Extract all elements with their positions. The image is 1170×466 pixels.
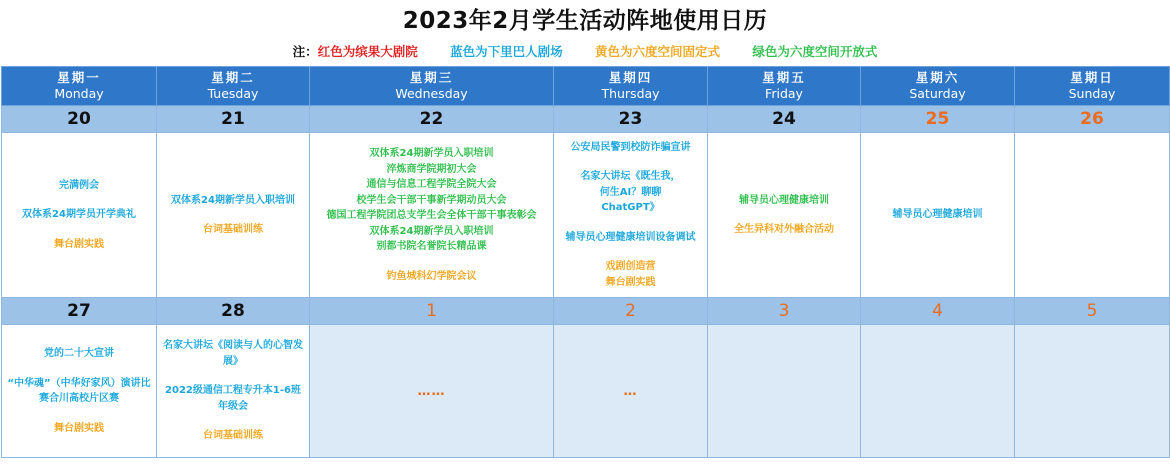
event: 戏剧创造营 xyxy=(605,261,656,273)
legend-note: 注： xyxy=(292,44,318,59)
weekday-header-row xyxy=(2,67,1170,106)
event: 公安局民警到校防诈骗宣讲 xyxy=(570,141,691,153)
weekday-header: 星期六 Saturday xyxy=(861,67,1015,106)
event: 校学生会干部干事新学期动员大会 xyxy=(356,194,507,206)
weekday-header: 星期一 Monday xyxy=(2,67,157,106)
event: 台词基础训练 xyxy=(203,430,263,442)
weekday-header: 星期四 Thursday xyxy=(554,67,708,106)
day-cell xyxy=(554,325,708,458)
date-cell-next-month: 5 xyxy=(1015,298,1170,325)
event: 舞台剧实践 xyxy=(54,238,104,250)
event: 辅导员心理健康培训 xyxy=(892,209,983,221)
date-cell-weekend: 25 xyxy=(861,106,1015,133)
event: 完满例会 xyxy=(59,179,99,191)
day-cell xyxy=(1015,133,1170,298)
page-title: 2023年2月学生活动阵地使用日历 xyxy=(402,8,768,34)
ellipsis: … xyxy=(623,383,638,399)
event: 党的二十大宣讲 xyxy=(44,348,114,359)
event: 双体系24期新学员入职培训 xyxy=(369,148,494,159)
day-cell xyxy=(310,325,554,458)
day-cell xyxy=(708,133,861,298)
weekday-header: 星期二 Tuesday xyxy=(157,67,310,106)
date-row xyxy=(2,106,1170,133)
day-cell xyxy=(2,133,157,298)
event: 双体系24期新学员入职培训 xyxy=(171,194,295,206)
event: 双体系24期新学员入职培训 xyxy=(369,225,494,237)
day-cell xyxy=(157,325,310,458)
date-cell: 24 xyxy=(708,106,861,133)
event: 舞台剧实践 xyxy=(605,276,656,288)
event: 全生异科对外融合活动 xyxy=(734,224,834,235)
day-cell xyxy=(861,133,1015,298)
date-cell: 28 xyxy=(157,298,310,325)
event: “中华魂”（中华好家风）演讲比赛合川高校片区赛 xyxy=(7,377,151,404)
weekday-header: 星期五 Friday xyxy=(708,67,861,106)
events-row xyxy=(2,325,1170,458)
weekday-header: 星期日 Sunday xyxy=(1015,67,1170,106)
event: 钓鱼城科幻学院会议 xyxy=(386,270,477,282)
date-cell: 23 xyxy=(554,106,708,133)
event: 辅导员心理健康培训设备调试 xyxy=(565,231,696,243)
day-cell xyxy=(1015,325,1170,458)
date-row xyxy=(2,298,1170,325)
legend-red: 红色为缤果大剧院 xyxy=(317,44,418,59)
day-cell xyxy=(708,325,861,458)
ellipsis: …… xyxy=(417,383,446,399)
day-cell xyxy=(2,325,157,458)
date-cell-next-month: 4 xyxy=(861,298,1015,325)
legend-green: 绿色为六度空间开放式 xyxy=(752,44,878,59)
day-cell xyxy=(554,133,708,298)
event: 名家大讲坛《既生我，何生AI？聊聊ChatGPT》 xyxy=(580,171,681,214)
legend-blue: 蓝色为下里巴人剧场 xyxy=(450,44,563,59)
date-cell-next-month: 2 xyxy=(554,298,708,325)
calendar-table xyxy=(1,66,1170,458)
legend-yellow: 黄色为六度空间固定式 xyxy=(594,44,720,59)
date-cell: 27 xyxy=(2,298,157,325)
events-row xyxy=(2,133,1170,298)
event: 别都书院名誉院长精品课 xyxy=(376,241,487,252)
event: 舞台剧实践 xyxy=(54,422,104,434)
event: 2022级通信工程专升本1-6班年级会 xyxy=(165,385,301,412)
color-legend xyxy=(0,42,1170,60)
event: 名家大讲坛《阅读与人的心智发展》 xyxy=(163,340,303,367)
day-cell xyxy=(310,133,554,298)
date-cell: 20 xyxy=(2,106,157,133)
event: 双体系24期学员开学典礼 xyxy=(22,209,136,221)
event: 淬炼商学院期初大会 xyxy=(386,163,477,175)
event: 通信与信息工程学院全院大会 xyxy=(366,179,497,190)
event: 台词基础训练 xyxy=(203,224,263,235)
date-cell-next-month: 1 xyxy=(310,298,554,325)
day-cell xyxy=(861,325,1015,458)
event: 辅导员心理健康培训 xyxy=(739,194,829,206)
date-cell-next-month: 3 xyxy=(708,298,861,325)
date-cell: 22 xyxy=(310,106,554,133)
weekday-header: 星期三 Wednesday xyxy=(310,67,554,106)
day-cell xyxy=(157,133,310,298)
date-cell: 21 xyxy=(157,106,310,133)
event: 德国工程学院团总支学生会全体干部干事表彰会 xyxy=(326,210,537,221)
date-cell-weekend: 26 xyxy=(1015,106,1170,133)
